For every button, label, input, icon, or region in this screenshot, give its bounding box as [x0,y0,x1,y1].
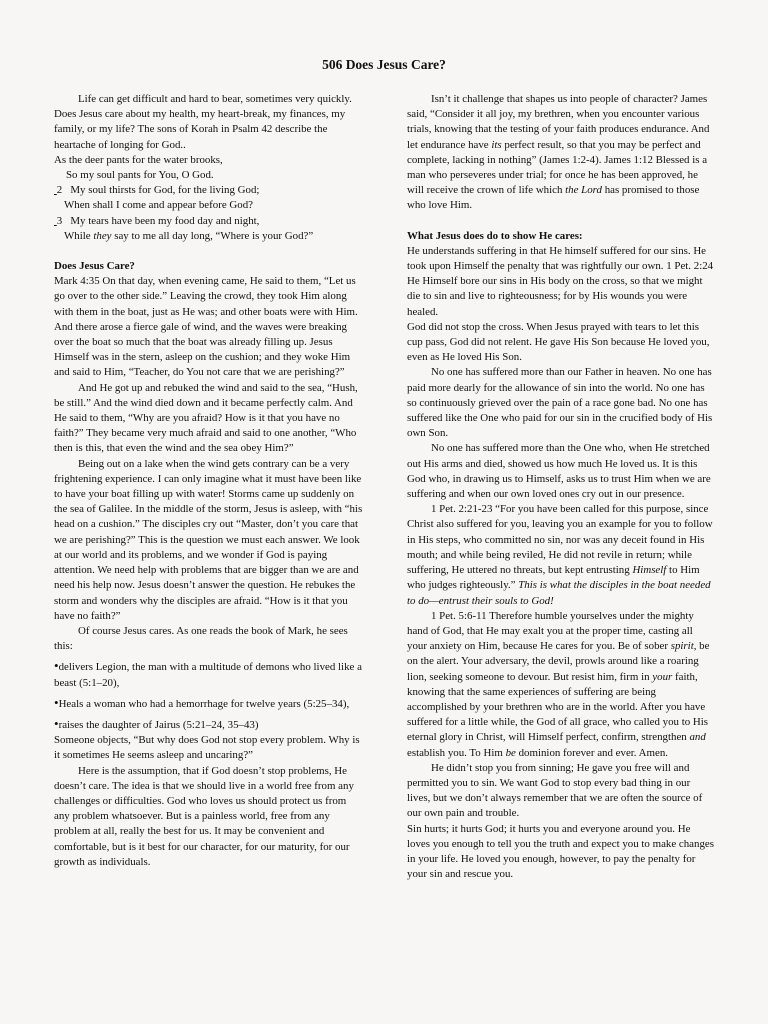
text-run: 1 Pet. 5:6-11 Therefore humble yourselves under the mighty hand of God, that He may exalt you at the proper time, casting all your anxiety on Him, because He cares for you. Be of sober [407,609,694,653]
text-emphasis: its [491,138,502,151]
left-column [54,92,364,870]
text-emphasis: and [689,731,706,744]
body-paragraph [407,92,714,214]
body-paragraph: No one has suffered more than the One who, when He stretched out His arms and died, showed us how much He loved us. It is this God who, in drawing us to Himself, asks us to trust Him when we are suffering and when our own loved ones cry out in our presence. [407,442,711,501]
body-paragraph: No one has suffered more than our Father in heaven. No one has paid more dearly for the allowance of sin into the world. No one has so continuously grieved over the pain of a race gone bad. No one has suffered like the One who paid for our sin in the crucified body of His own Son. [407,366,713,440]
psalm-line [54,229,364,244]
psalm-line: When shall I come and appear before God? [64,199,253,212]
text-run: dominion forever and ever. Amen. [515,746,668,759]
scripture-paragraph [407,502,714,608]
text-run: faith, knowing that the same experiences of suffering are being accomplished by your brethren who are in the world. After you have suffered for a little while, the God of all grace, who called you to His eternal glory in Christ, will Himself perfect, confirm, strengthen [407,670,709,744]
verse-number: 3 [56,214,63,227]
text-emphasis: your [652,670,673,683]
text-run: perfect result, so that you may be perfect and complete, lacking in nothing” (James 1:2-4). James 1:12 Blessed is a man who perseveres under trial; for once he has been approved, he will receive the crown of life which [407,138,708,197]
psalm-emphasis: they [93,229,112,242]
psalm-line: As the deer pants for the water brooks, [54,153,223,166]
body-paragraph: He understands suffering in that He himself suffered for our sins. He took upon Himself the penalty that was rightfully our own. 1 Pet. 2:24 He Himself bore our sins in His body on the cross, so that we might die to sin and live to righteousness; for by His wounds you were healed. [407,244,714,318]
body-paragraph: Someone objects, “But why does God not stop every problem. Why is it sometimes He seems asleep and uncaring?” [54,734,360,762]
text-emphasis: be [505,746,516,759]
bullet-text: delivers Legion, the man with a multitude of demons who lived like a beast (5:1–20), [54,661,362,689]
body-paragraph: Of course Jesus cares. As one reads the book of Mark, he sees this: [54,624,348,653]
bullet-item [54,695,364,712]
psalm-line [54,214,364,229]
verse-number: 2 [56,184,63,197]
scripture-paragraph: And He got up and rebuked the wind and said to the sea, “Hush, be still.” And the wind died down and it became perfectly calm. And He said to them, “Why are you afraid? How is it that you have no faith?” They became very much afraid and said to one another, “Who then is this, that even the wind and the sea obey Him?” [54,381,358,455]
bullet-icon: • [54,715,59,731]
text-emphasis: spirit, [670,640,697,653]
text-emphasis: This is what the disciples in the boat needed to do—entrust their souls to God! [407,579,711,607]
text-emphasis: the Lord [565,184,602,197]
text-run: establish you. To Him [407,746,506,759]
section-heading: What Jesus does do to show He cares: [407,229,583,242]
page-title: 506 Does Jesus Care? [322,57,446,72]
bullet-icon: • [54,658,59,674]
bullet-text: raises the daughter of Jairus (5:21–24, 35–43) [58,718,259,731]
bullet-text: Heals a woman who had a hemorrhage for twelve years (5:25–34), [58,697,350,710]
text-run: to Him who judges righteously.” [407,564,700,592]
bullet-icon: • [54,694,59,710]
bullet-item [54,716,364,733]
right-column [407,92,714,882]
text-emphasis: Himself [632,564,667,577]
psalm-line: So my soul pants for You, O God. [66,169,214,182]
psalm-text: My soul thirsts for God, for the living God; [70,184,260,197]
body-paragraph: He didn’t stop you from sinning; He gave you free will and permitted you to sin. We want God to stop every bad thing in our lives, but we don’t always remember that we are often the source of our own pain and trouble. [407,761,703,820]
text-run: 1 Pet. 2:21-23 “For you have been called for this purpose, since Christ also suffered for you, leaving you an example for you to follow in His steps, who committed no sin, nor was any deceit found in His mouth; and while being reviled, He did not revile in return; while suffering, He uttered no threats, but kept entrusting [407,503,713,577]
text-run: Isn’t it challenge that shapes us into people of character? James said, “Consider it all joy, my brethren, when you encounter various trials, knowing that the testing of your faith produces endurance. And let endurance have [407,93,710,151]
psalm-line [54,183,364,198]
psalm-text: say to me all day long, “Where is your God?” [111,229,314,242]
bullet-item [54,658,364,690]
psalm-text: My tears have been my food day and night, [70,214,260,227]
psalm-text: While [64,229,94,242]
scripture-paragraph: Mark 4:35 On that day, when evening came, He said to them, “Let us go over to the other side.” Leaving the crowd, they took Him along with them in the boat, just as He was; and other boats were with Him. And there arose a fierce gale of wind, and the waves were breaking over the boat so much that the boat was already filling up. Jesus Himself was in the stern, asleep on the cushion; and they woke Him and said to Him, “Teacher, do You not care that we are perishing?” [54,275,358,379]
body-paragraph: Being out on a lake when the wind gets contrary can be a very frightening experience. I can only imagine what it must have been like to have your boat filling up with water! Storms came up suddenly on the sea of Galilee. In the middle of the storm, Jesus is asleep, with “his head on a cushion.” The disciples cry out “Master, don’t you care that we are perishing?” This is the question we must each answer. We look at our world and its problems, and we wonder if God is paying attention. We need help with problems that are bigger than we are and need his help now. Jesus doesn’t answer the question. He rebukes the storm and wonders why the disciples are afraid. “How is it that you have no faith?” [54,457,363,622]
section-heading: Does Jesus Care? [54,260,135,273]
scripture-paragraph [407,609,714,761]
body-paragraph: Sin hurts; it hurts God; it hurts you and everyone around you. He loves you enough to tell you the truth and expect you to make changes in your life. He loved you enough, however, to pay the penalty for your sin and rescue you. [407,822,714,881]
intro-paragraph: Life can get difficult and hard to bear, sometimes very quickly. Does Jesus care about my health, my heart-break, my finances, my family, or my life? The sons of Korah in Psalm 42 describe the heartache of longing for God.. [54,93,352,151]
psalm-quote [54,153,364,244]
text-run: has promised to those who love Him. [407,184,700,212]
body-paragraph: Here is the assumption, that if God doesn’t stop problems, He doesn’t care. The idea is that we should live in a world free from any challenges or difficulties. God who loves us should protect us from any problem whatsoever. But is a painless world, free from any problem at all, really the best for us. It may be convenient and comfortable, but is it best for our character, for our maturity, for our growth as individuals. [54,764,354,868]
body-paragraph: God did not stop the cross. When Jesus prayed with tears to let this cup pass, God did not relent. He gave His Son because He loved you, even as He loved His Son. [407,320,710,364]
text-run: be on the alert. Your adversary, the devil, prowls around like a roaring lion, seeking someone to devour. But resist him, firm in [407,640,710,683]
